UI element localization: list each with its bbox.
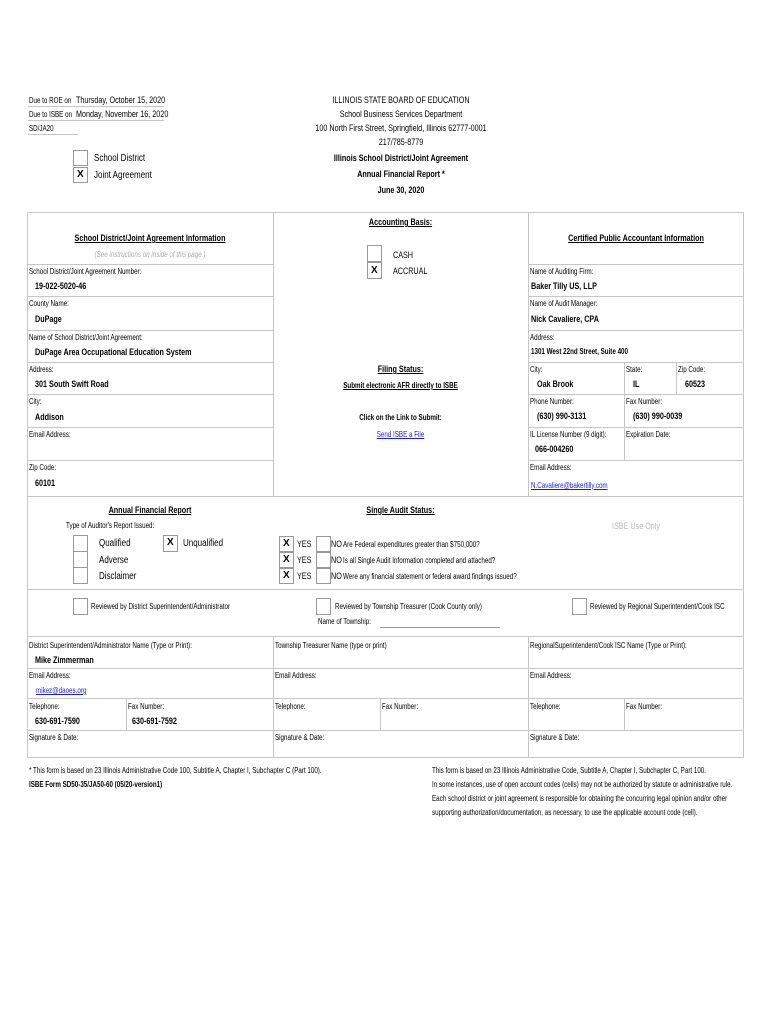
cpa-heading: Certified Public Accountant Information	[568, 233, 704, 243]
agency-address: 100 North First Street, Springfield, Illinois 62777-0001	[315, 123, 487, 133]
cpa-license-value[interactable]: 066-004260	[535, 444, 574, 454]
qualified-label: Qualified	[99, 538, 131, 549]
joint-agreement-checkbox[interactable]: X	[73, 167, 88, 183]
cpa-phone-label: Phone Number:	[530, 397, 574, 406]
cash-label: CASH	[393, 250, 414, 260]
cash-checkbox[interactable]	[367, 245, 382, 262]
township-signer-name-label: Township Treasurer Name (type or print)	[275, 641, 387, 650]
school-district-label: School District	[94, 153, 146, 164]
cpa-zip-value[interactable]: 60523	[685, 379, 706, 389]
single-audit-yes-label-2: YES	[297, 555, 312, 565]
form-frame	[27, 212, 744, 758]
qualified-checkbox[interactable]	[73, 535, 88, 552]
township-name-label: Name of Township:	[318, 617, 371, 626]
district-address-label: Address:	[29, 365, 54, 374]
cpa-address-label: Address:	[530, 333, 555, 342]
district-name-value[interactable]: DuPage Area Occupational Education System	[35, 347, 192, 357]
report-title-2: Annual Financial Report *	[357, 169, 445, 179]
footer-form-id: ISBE Form SD50-35/JA50-60 (05/20-version1)	[29, 780, 163, 789]
agency-phone: 217/785-8779	[378, 137, 424, 147]
single-audit-yes-checkbox-2[interactable]: X	[279, 552, 294, 568]
school-district-checkbox[interactable]	[73, 150, 88, 166]
regional-signer-fax-label: Fax Number:	[626, 702, 663, 711]
filing-status-heading: Filing Status:	[377, 364, 424, 374]
single-audit-question-1: Are Federal expenditures greater than $750,000?	[343, 540, 480, 549]
unqualified-checkbox[interactable]: X	[163, 535, 178, 552]
district-info-subheading: (See instructions on inside of this page.)	[94, 250, 206, 259]
district-signer-name-value[interactable]: Mike Zimmerman	[35, 655, 94, 665]
district-signer-fax-label: Fax Number:	[128, 702, 165, 711]
township-signer-signature-label: Signature & Date:	[275, 733, 325, 742]
unqualified-label: Unqualified	[183, 538, 224, 549]
cpa-license-label: IL License Number (9 digit):	[530, 430, 607, 439]
form-code: SD/JA20	[29, 124, 54, 133]
single-audit-no-label-1: NO	[331, 539, 342, 549]
district-signer-name-label: District Superintendent/Administrator Name (Type or Print):	[29, 641, 192, 650]
send-isbe-file-link[interactable]: Send ISBE a File	[376, 430, 425, 439]
district-signer-email-value[interactable]: mikez@daoes.org	[36, 686, 87, 695]
district-number-label: School District/Joint Agreement Number:	[29, 267, 142, 276]
single-audit-yes-checkbox-3[interactable]: X	[279, 568, 294, 584]
cpa-email-value[interactable]: N.Cavaliere@bakertilly.com	[531, 481, 608, 490]
cpa-phone-value[interactable]: (630) 990-3131	[537, 411, 587, 421]
regional-signer-name-label: RegionalSuperintendent/Cook ISC Name (Type or Print):	[530, 641, 687, 650]
cpa-firm-value[interactable]: Baker Tilly US, LLP	[531, 281, 597, 291]
county-value[interactable]: DuPage	[35, 314, 62, 324]
footer-right-line-4: supporting authorization/documentation, as necessary, to use the applicable account code (cell).	[432, 808, 698, 817]
township-review-checkbox[interactable]	[316, 598, 331, 615]
district-email-label: Email Address:	[29, 430, 71, 439]
district-city-value[interactable]: Addison	[35, 412, 64, 422]
single-audit-heading: Single Audit Status:	[366, 505, 435, 515]
cpa-manager-value[interactable]: Nick Cavaliere, CPA	[531, 314, 599, 324]
auditor-report-type-label: Type of Auditor's Report Issued:	[66, 521, 155, 530]
single-audit-no-label-3: NO	[331, 571, 342, 581]
cpa-email-label: Email Address:	[530, 463, 572, 472]
township-signer-fax-label: Fax Number:	[382, 702, 419, 711]
single-audit-question-3: Were any financial statement or federal award findings issued?	[343, 572, 517, 581]
footer-left-note: * This form is based on 23 Illinois Administrative Code 100, Subtitle A, Chapter I, Subchapter C (Part 100).	[29, 766, 322, 775]
regional-review-label: Reviewed by Regional Superintendent/Cook ISC	[590, 602, 725, 611]
cpa-manager-label: Name of Audit Manager:	[530, 299, 598, 308]
cpa-firm-label: Name of Auditing Firm:	[530, 267, 594, 276]
cpa-state-label: State:	[626, 365, 643, 374]
isbe-use-only: ISBE Use Only	[611, 521, 661, 531]
cpa-address-value[interactable]: 1301 West 22nd Street, Suite 400	[531, 347, 629, 356]
township-review-label: Reviewed by Township Treasurer (Cook County only)	[335, 602, 482, 611]
district-info-heading: School District/Joint Agreement Information	[74, 233, 226, 243]
click-to-submit-label: Click on the Link to Submit:	[359, 413, 442, 422]
footer-right-line-2: In some instances, use of open account codes (cells) may not be authorized by statute or administrative rule.	[432, 780, 733, 789]
agency-name: ILLINOIS STATE BOARD OF EDUCATION	[332, 95, 470, 105]
cpa-fax-value[interactable]: (630) 990-0039	[633, 411, 683, 421]
single-audit-yes-label-1: YES	[297, 539, 312, 549]
district-city-label: City:	[29, 397, 42, 406]
single-audit-yes-label-3: YES	[297, 571, 312, 581]
report-title-1: Illinois School District/Joint Agreement	[333, 153, 469, 163]
district-review-label: Reviewed by District Superintendent/Administrator	[91, 602, 231, 611]
due-roe-value: Thursday, October 15, 2020	[76, 95, 166, 105]
cpa-state-value[interactable]: IL	[633, 379, 640, 389]
regional-signer-email-label: Email Address:	[530, 671, 572, 680]
single-audit-yes-checkbox-1[interactable]: X	[279, 536, 294, 552]
cpa-zip-label: Zip Code:	[678, 365, 706, 374]
district-signer-phone-label: Telephone:	[29, 702, 60, 711]
disclaimer-checkbox[interactable]	[73, 567, 88, 584]
footer-right-line-1: This form is based on 23 Illinois Administrative Code, Subtitle A, Chapter I, Subchapter C, Part 100.	[432, 766, 707, 775]
district-name-label: Name of School District/Joint Agreement:	[29, 333, 143, 342]
footer-right-line-3: Each school district or joint agreement is responsible for obtaining the concurring legal opinion and/or other	[432, 794, 728, 803]
regional-review-checkbox[interactable]	[572, 598, 587, 615]
annual-report-heading: Annual Financial Report	[108, 505, 192, 515]
report-date: June 30, 2020	[377, 185, 425, 195]
district-zip-label: Zip Code:	[29, 463, 57, 472]
single-audit-question-2: Is all Single Audit Information completed and attached?	[343, 556, 496, 565]
district-signer-phone-value[interactable]: 630-691-7590	[35, 716, 80, 726]
township-signer-email-label: Email Address:	[275, 671, 317, 680]
district-number-value[interactable]: 19-022-5020-46	[35, 281, 87, 291]
district-review-checkbox[interactable]	[73, 598, 88, 615]
county-label: County Name:	[29, 299, 69, 308]
township-signer-phone-label: Telephone:	[275, 702, 306, 711]
district-signer-fax-value[interactable]: 630-691-7592	[132, 716, 177, 726]
cpa-fax-label: Fax Number:	[626, 397, 663, 406]
disclaimer-label: Disclaimer	[99, 571, 137, 582]
joint-agreement-label: Joint Agreement	[94, 170, 152, 181]
district-address-value[interactable]: 301 South Swift Road	[35, 379, 109, 389]
accounting-basis-heading: Accounting Basis:	[368, 217, 433, 227]
single-audit-no-checkbox-2[interactable]	[316, 552, 331, 568]
single-audit-no-label-2: NO	[331, 555, 342, 565]
department-name: School Business Services Department	[339, 109, 463, 119]
due-isbe-label: Due to ISBE on	[29, 110, 73, 119]
adverse-label: Adverse	[99, 555, 129, 566]
cpa-city-label: City:	[530, 365, 543, 374]
accrual-checkbox[interactable]: X	[367, 262, 382, 279]
accrual-label: ACCRUAL	[393, 266, 428, 276]
district-signer-signature-label: Signature & Date:	[29, 733, 79, 742]
single-audit-no-checkbox-1[interactable]	[316, 536, 331, 552]
regional-signer-signature-label: Signature & Date:	[530, 733, 580, 742]
cpa-expiration-label: Expiration Date:	[626, 430, 671, 439]
district-zip-value[interactable]: 60101	[35, 478, 56, 488]
single-audit-no-checkbox-3[interactable]	[316, 568, 331, 584]
due-isbe-value: Monday, November 16, 2020	[76, 109, 169, 119]
filing-instruction: Submit electronic AFR directly to ISBE	[343, 381, 458, 390]
district-signer-email-label: Email Address:	[29, 671, 71, 680]
regional-signer-phone-label: Telephone:	[530, 702, 561, 711]
adverse-checkbox[interactable]	[73, 551, 88, 568]
due-roe-label: Due to ROE on	[29, 96, 72, 105]
cpa-city-value[interactable]: Oak Brook	[537, 379, 574, 389]
